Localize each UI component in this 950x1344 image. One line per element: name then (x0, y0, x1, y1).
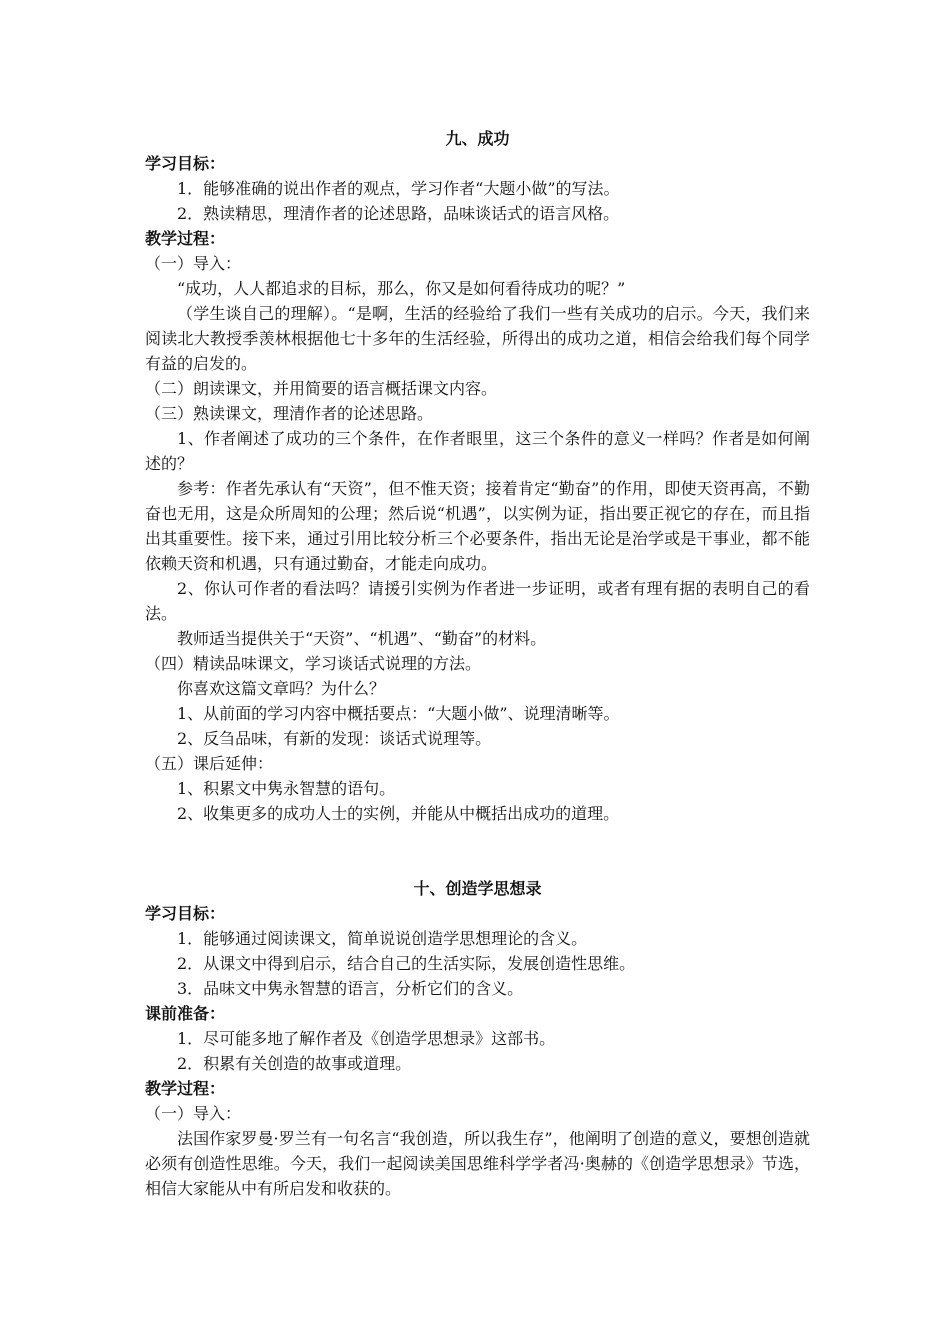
goal-item: 3．品味文中隽永智慧的语言，分析它们的含义。 (177, 979, 524, 998)
question-paragraph: 2、你认可作者的看法吗？请援引实例为作者进一步证明，或者有理有据的表明自己的看法。 (145, 579, 810, 623)
step-heading: （四）精读品味课文，学习谈话式说理的方法。 (145, 654, 482, 673)
reference-paragraph: 参考：作者先承认有“天资”，但不惟天资；接着肯定“勤奋”的作用，即使天资再高，不勤奋也无用，这是众所周知的公理；然后说“机遇”，以实例为证，指出要正视它的存在，而且指出其重要性。接下来，通过引用比较分析三个必要条件，指出无论是治学或是干事业，都不能依赖天资和机遇，只有通过勤奋，才能走向成功。 (145, 479, 810, 573)
step-heading: （一）导入： (145, 254, 242, 273)
prep-item: 2．积累有关创造的故事或道理。 (177, 1054, 412, 1073)
step-heading: （五）课后延伸： (145, 754, 274, 773)
goal-item: 2．从课文中得到启示，结合自己的生活实际，发展创造性思维。 (177, 954, 636, 973)
goal-item: 2．熟读精思，理清作者的论述思路，品味谈话式的语言风格。 (177, 204, 620, 223)
prep-heading: 课前准备： (145, 1004, 226, 1023)
step-heading: （一）导入： (145, 1104, 242, 1123)
list-item: 1、积累文中隽永智慧的语句。 (177, 779, 396, 798)
intro-quote: “成功，人人都追求的目标，那么，你又是如何看待成功的呢？” (177, 279, 626, 298)
question-paragraph: 1、作者阐述了成功的三个条件，在作者眼里，这三个条件的意义一样吗？作者是如何阐述的？ (145, 429, 810, 473)
prep-item: 1．尽可能多地了解作者及《创造学思想录》这部书。 (177, 1029, 556, 1048)
section-spacer (145, 826, 810, 876)
section-title: 九、成功 (445, 129, 510, 148)
goals-heading: 学习目标： (145, 154, 226, 173)
intro-paragraph: 法国作家罗曼·罗兰有一句名言“我创造，所以我生存”，他阐明了创造的意义，要想创造就必须有创造性思维。今天，我们一起阅读美国思维科学学者冯·奥赫的《创造学思想录》节选，相信大家能从中有所启发和收获的。 (145, 1129, 810, 1198)
intro-paragraph: （学生谈自己的理解）。“是啊，生活的经验给了我们一些有关成功的启示。今天，我们来阅读北大教授季羡林根据他七十多年的生活经验，所得出的成功之道，相信会给我们每个同学有益的启发的。 (145, 304, 810, 373)
list-item: 2、收集更多的成功人士的实例，并能从中概括出成功的道理。 (177, 804, 620, 823)
step-heading: （二）朗读课文，并用简要的语言概括课文内容。 (145, 379, 498, 398)
step-heading: （三）熟读课文，理清作者的论述思路。 (145, 404, 434, 423)
goal-item: 1．能够通过阅读课文，简单说说创造学思想理论的含义。 (177, 929, 588, 948)
process-heading: 教学过程： (145, 229, 226, 248)
list-item: 你喜欢这篇文章吗？为什么？ (177, 679, 386, 698)
section-title: 十、创造学思想录 (413, 879, 542, 898)
goals-heading: 学习目标： (145, 904, 226, 923)
process-heading: 教学过程： (145, 1079, 226, 1098)
document-body (145, 126, 810, 1201)
list-item: 1、从前面的学习内容中概括要点：“大题小做”、说理清晰等。 (177, 704, 620, 723)
goal-item: 1．能够准确的说出作者的观点，学习作者“大题小做”的写法。 (177, 179, 620, 198)
teacher-note: 教师适当提供关于“天资”、“机遇”、“勤奋”的材料。 (177, 629, 547, 648)
list-item: 2、反刍品味，有新的发现：谈话式说理等。 (177, 729, 492, 748)
